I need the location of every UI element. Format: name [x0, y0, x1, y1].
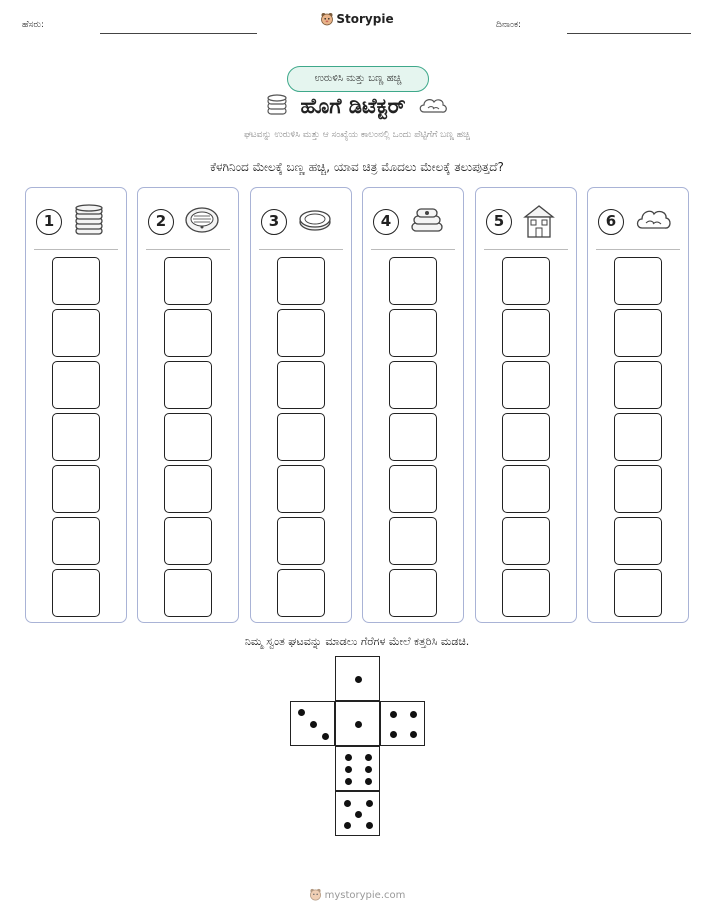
dice-pip	[344, 800, 351, 807]
color-box[interactable]	[389, 413, 437, 461]
color-box[interactable]	[502, 465, 550, 513]
color-box[interactable]	[389, 257, 437, 305]
dice-pip	[410, 731, 417, 738]
column-divider	[484, 249, 568, 250]
column-divider	[259, 249, 343, 250]
dice-instructions: ನಿಮ್ಮ ಸ್ವಂತ ಘಟವನ್ನು ಮಾಡಲು ಗೆರೆಗಳ ಮೇಲೆ ಕತ್ತರಿಸಿ ಮಡಚಿ.	[244, 635, 470, 648]
color-box[interactable]	[277, 569, 325, 617]
activity-type-pill: ಉರುಳಿಸಿ ಮತ್ತು ಬಣ್ಣ ಹಚ್ಚಿ	[287, 66, 429, 92]
dice-face	[335, 791, 380, 836]
footer-url[interactable]: mystorypie.com	[324, 890, 406, 901]
dice-pip	[365, 754, 372, 761]
column-3	[250, 187, 352, 623]
color-box[interactable]	[502, 361, 550, 409]
color-box[interactable]	[502, 257, 550, 305]
dice-pip	[355, 676, 362, 683]
color-box[interactable]	[277, 361, 325, 409]
smoke-detector-icon	[184, 203, 220, 241]
color-box[interactable]	[502, 517, 550, 565]
color-box[interactable]	[614, 257, 662, 305]
color-box[interactable]	[164, 517, 212, 565]
color-box[interactable]	[502, 569, 550, 617]
dice-face	[380, 701, 425, 746]
dice-pip	[345, 754, 352, 761]
color-box[interactable]	[614, 517, 662, 565]
column-number: 6	[598, 209, 624, 235]
instructions: ಘಟವನ್ನು ಉರುಳಿಸಿ ಮತ್ತು ಆ ಸಂಖ್ಯೆಯ ಕಾಲಂನಲ್ಲಿ ಒಂದು ಪೆಟ್ಟಿಗೆಗೆ ಬಣ್ಣ ಹಚ್ಚಿ	[244, 130, 470, 140]
color-box[interactable]	[614, 361, 662, 409]
color-box[interactable]	[52, 361, 100, 409]
color-box[interactable]	[389, 517, 437, 565]
color-box[interactable]	[52, 309, 100, 357]
storypie-mascot-icon	[309, 888, 322, 901]
dice-pip	[298, 709, 305, 716]
color-box[interactable]	[164, 257, 212, 305]
column-number: 2	[148, 209, 174, 235]
column-number: 4	[373, 209, 399, 235]
question: ಕೆಳಗಿನಿಂದ ಮೇಲಕ್ಕೆ ಬಣ್ಣ ಹಚ್ಚಿ, ಯಾವ ಚಿತ್ರ ಮೊದಲು ಮೇಲಕ್ಕೆ ತಲುಪುತ್ತದೆ?	[210, 160, 504, 174]
dice-pip	[345, 778, 352, 785]
column-5	[475, 187, 577, 623]
smoke-cloud-icon	[634, 203, 672, 239]
color-box[interactable]	[614, 569, 662, 617]
column-divider	[146, 249, 230, 250]
color-box[interactable]	[277, 465, 325, 513]
name-label: ಹೆಸರು:	[22, 20, 45, 30]
color-box[interactable]	[277, 413, 325, 461]
color-box[interactable]	[164, 413, 212, 461]
column-6	[587, 187, 689, 623]
coin-icon	[297, 203, 333, 241]
column-4	[362, 187, 464, 623]
dice-pip	[344, 822, 351, 829]
color-box[interactable]	[164, 309, 212, 357]
color-box[interactable]	[52, 569, 100, 617]
color-box[interactable]	[52, 257, 100, 305]
column-divider	[596, 249, 680, 250]
dice-pip	[365, 778, 372, 785]
color-box[interactable]	[277, 257, 325, 305]
coin-stack-icon	[266, 93, 288, 122]
dice-pip	[355, 721, 362, 728]
color-box[interactable]	[614, 309, 662, 357]
color-box[interactable]	[277, 309, 325, 357]
color-box[interactable]	[164, 569, 212, 617]
dice-face	[335, 656, 380, 701]
stacked-smoke-detector-icon	[409, 203, 445, 241]
dice-pip	[355, 811, 362, 818]
color-box[interactable]	[52, 413, 100, 461]
color-box[interactable]	[164, 361, 212, 409]
color-box[interactable]	[52, 517, 100, 565]
column-1	[25, 187, 127, 623]
dice-pip	[410, 711, 417, 718]
dice-face	[290, 701, 335, 746]
color-box[interactable]	[389, 361, 437, 409]
column-number: 3	[261, 209, 287, 235]
brand-name: Storypie	[336, 12, 394, 26]
storypie-mascot-icon	[320, 12, 334, 26]
date-label: ದಿನಾಂಕ:	[496, 20, 522, 30]
dice-pip	[310, 721, 317, 728]
column-divider	[371, 249, 455, 250]
column-2	[137, 187, 239, 623]
color-box[interactable]	[389, 569, 437, 617]
column-divider	[34, 249, 118, 250]
column-number: 1	[36, 209, 62, 235]
dice-face	[335, 746, 380, 791]
color-box[interactable]	[164, 465, 212, 513]
name-line[interactable]	[100, 33, 257, 34]
color-box[interactable]	[277, 517, 325, 565]
dice-pip	[366, 800, 373, 807]
date-line[interactable]	[567, 33, 691, 34]
dice-pip	[365, 766, 372, 773]
dice-face	[335, 701, 380, 746]
column-number: 5	[486, 209, 512, 235]
color-box[interactable]	[52, 465, 100, 513]
house-icon	[522, 203, 556, 243]
dice-pip	[390, 711, 397, 718]
footer	[0, 888, 714, 901]
color-box[interactable]	[502, 413, 550, 461]
color-box[interactable]	[389, 465, 437, 513]
color-box[interactable]	[614, 413, 662, 461]
dice-pip	[390, 731, 397, 738]
title-text: ಹೊಗೆ ಡಿಟೆಕ್ಟರ್	[300, 94, 406, 118]
color-box[interactable]	[389, 309, 437, 357]
brand-logo	[0, 12, 714, 26]
dice-pip	[345, 766, 352, 773]
dice-pip	[366, 822, 373, 829]
coin-stack-icon	[72, 203, 106, 241]
smoke-cloud-icon	[418, 95, 448, 122]
dice-pip	[322, 733, 329, 740]
color-box[interactable]	[614, 465, 662, 513]
page-title	[0, 93, 714, 122]
color-box[interactable]	[502, 309, 550, 357]
